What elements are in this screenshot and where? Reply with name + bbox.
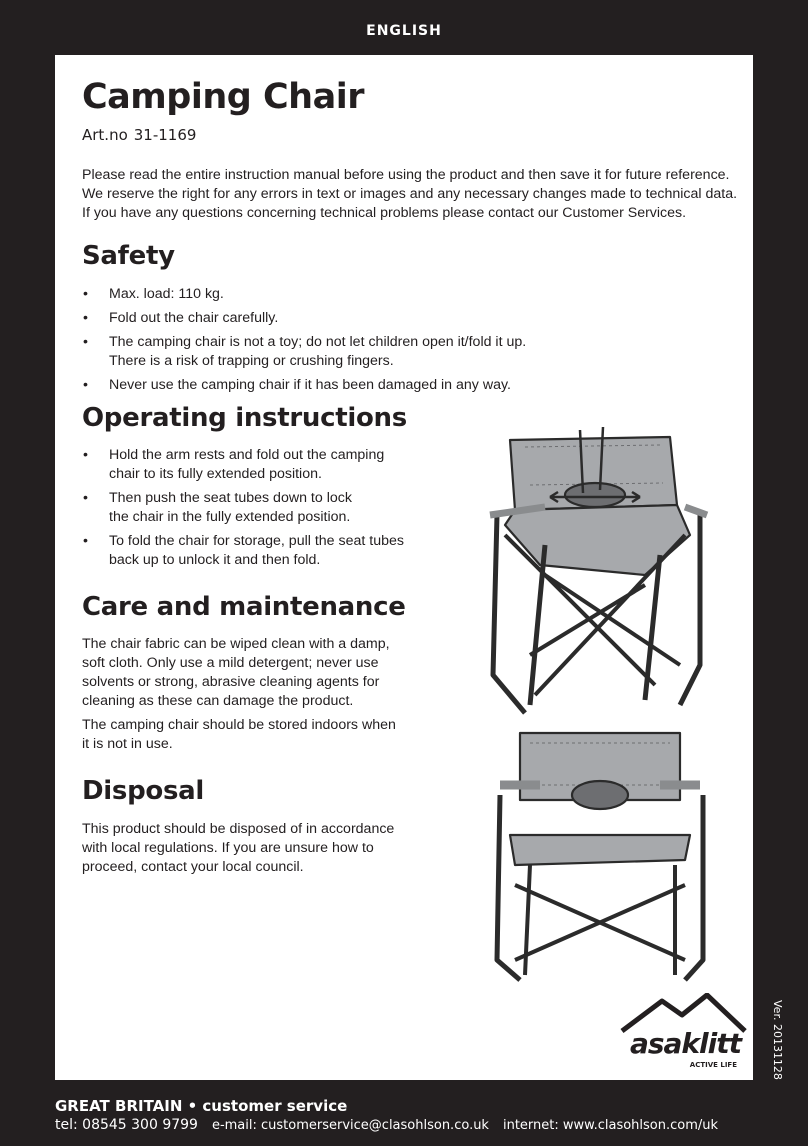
list-item-line: The camping chair is not a toy; do not let children open it/fold it up. (109, 334, 527, 350)
paragraph-line: proceed, contact your local council. (82, 859, 304, 875)
operating-list (82, 446, 482, 575)
chair-illustration-angled (485, 415, 715, 715)
brand-name: asaklitt (629, 1027, 741, 1060)
paragraph-line: This product should be disposed of in accordance (82, 821, 395, 837)
list-item-line: back up to unlock it and then fold. (109, 552, 321, 568)
paragraph-line: soft cloth. Only use a mild detergent; never use (82, 655, 379, 671)
list-item (82, 532, 482, 570)
list-item-line: Then push the seat tubes down to lock (109, 490, 352, 506)
list-item-line: There is a risk of trapping or crushing fingers. (109, 353, 394, 369)
brand-logo (617, 993, 747, 1068)
list-item: • Fold out the chair carefully. (82, 309, 742, 328)
footer-tel: tel: 08545 300 9799 (55, 1117, 198, 1133)
list-item (82, 333, 742, 371)
list-item-line: chair to its fully extended position. (109, 466, 322, 482)
safety-heading: Safety (82, 241, 175, 271)
paragraph-line: solvents or strong, abrasive cleaning agents for (82, 674, 380, 690)
article-number-value: 31-1169 (133, 126, 197, 144)
backrest-pocket (572, 781, 628, 809)
page-title: Camping Chair (82, 77, 364, 117)
list-item-line: To fold the chair for storage, pull the seat tubes (109, 533, 404, 549)
disposal-text (82, 820, 427, 882)
safety-list (82, 285, 742, 400)
article-number (82, 126, 196, 144)
footer-region: GREAT BRITAIN • customer service (55, 1097, 348, 1115)
paragraph-line: it is not in use. (82, 736, 173, 752)
footer-contact (55, 1117, 718, 1133)
list-item (82, 446, 482, 484)
paragraph-line: The chair fabric can be wiped clean with a damp, (82, 636, 390, 652)
paragraph-line: with local regulations. If you are unsure how to (82, 840, 374, 856)
language-label: ENGLISH (366, 23, 442, 39)
intro-line: If you have any questions concerning technical problems please contact our Customer Services. (82, 205, 687, 221)
list-item: • Never use the camping chair if it has been damaged in any way. (82, 376, 742, 395)
list-item (82, 489, 482, 527)
footer-email[interactable]: e-mail: customerservice@clasohlson.co.uk (211, 1118, 489, 1133)
disposal-heading: Disposal (82, 776, 204, 806)
paragraph-line: The camping chair should be stored indoors when (82, 717, 396, 733)
footer-internet[interactable]: internet: www.clasohlson.com/uk (502, 1118, 719, 1133)
care-text (82, 635, 427, 759)
list-item: • Max. load: 110 kg. (82, 285, 742, 304)
paragraph-line: cleaning as these can damage the product. (82, 693, 354, 709)
operating-heading: Operating instructions (82, 403, 407, 433)
article-number-label: Art.no (82, 126, 128, 144)
list-item-line: Hold the arm rests and fold out the camping (109, 447, 385, 463)
seat-fabric (510, 835, 690, 865)
paragraph (82, 716, 427, 754)
care-heading: Care and maintenance (82, 592, 406, 622)
intro-line: Please read the entire instruction manual before using the product and then save it for future reference. (82, 167, 730, 183)
seat-pocket (565, 483, 625, 507)
paragraph (82, 820, 427, 877)
list-item-line: the chair in the fully extended position. (109, 509, 351, 525)
intro-text (82, 166, 742, 223)
intro-line: We reserve the right for any errors in text or images and any necessary changes made to technical data. (82, 186, 738, 202)
manual-page (55, 55, 753, 1080)
version-label: Ver. 20131128 (771, 1000, 784, 1080)
paragraph (82, 635, 427, 711)
brand-tagline: ACTIVE LIFE (689, 1061, 737, 1069)
chair-illustration-front (485, 725, 715, 995)
